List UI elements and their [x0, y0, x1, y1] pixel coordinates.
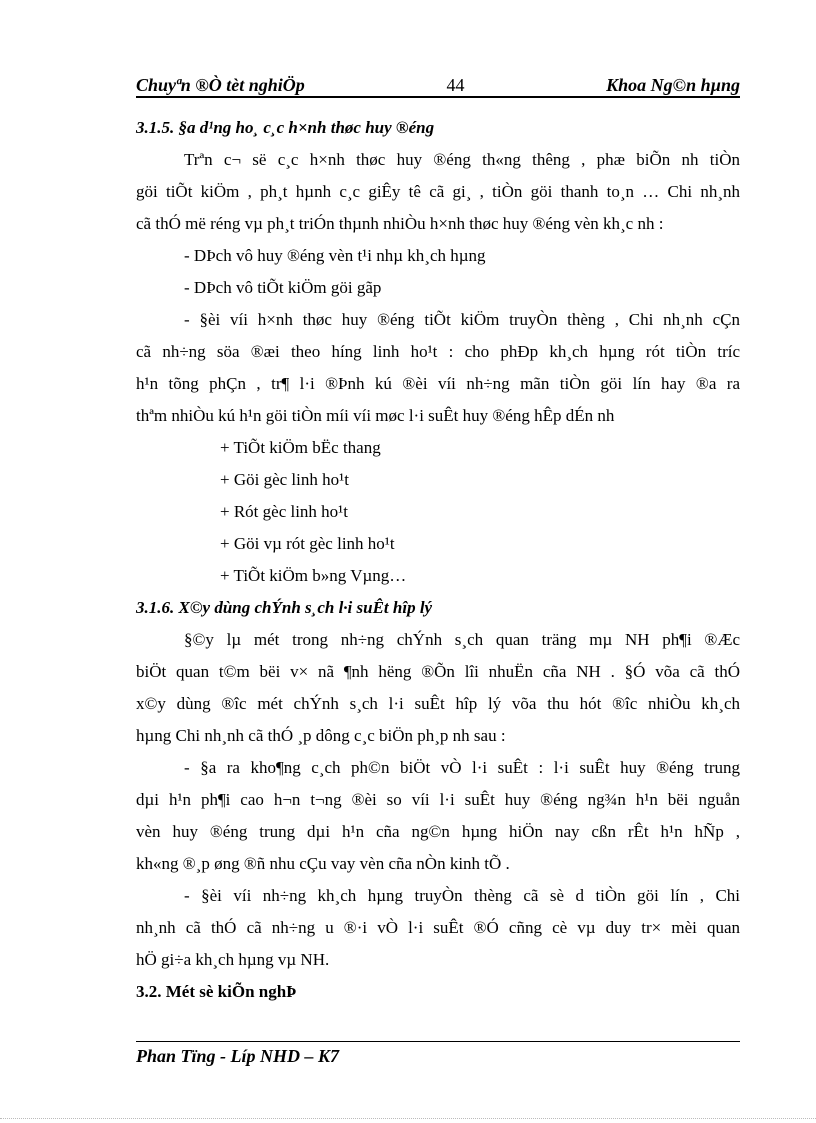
text-line: cã thÓ më réng vµ ph¸t triÓn thµnh nhiÒu h×nh thøc huy ®éng vèn kh¸c nh :: [136, 214, 664, 233]
text-line: kh«ng ®¸p øng ®ñ nhu cÇu vay vèn cña nÒn kinh tÕ .: [136, 854, 510, 873]
text-line: - §èi víi nh÷ng kh¸ch hµng truyÒn thèng cã sè d tiÒn göi lín , Chi: [184, 886, 740, 905]
paragraph-3-1-6-loyal-customers: [136, 880, 740, 976]
page-body: [136, 112, 740, 1008]
text-line: h¹n tõng phÇn , tr¶ l·i ®Þnh kú ®èi víi nh÷ng mãn tiÒn göi lín hay ®a ra: [136, 374, 740, 393]
plus-item: + Göi gèc linh ho¹t: [220, 470, 349, 489]
plus-item: + TiÕt kiÖm bËc thang: [220, 438, 381, 457]
header-page-number: 44: [446, 75, 465, 95]
text-line: thªm nhiÒu kú h¹n göi tiÒn míi víi møc l·i suÊt huy ®éng hÊp dÉn nh: [136, 406, 615, 425]
paragraph-3-1-5-savings: [136, 304, 740, 432]
text-line: Trªn c¬ së c¸c h×nh thøc huy ®éng th«ng thêng , phæ biÕn nh tiÒn: [184, 150, 740, 169]
section-title-3-1-6: 3.1.6. X©y dùng chÝnh s¸ch l·i suÊt hîp lý: [136, 598, 433, 617]
text-line: biÖt quan t©m bëi v× nã ¶nh hëng ®Õn lîi nhuËn cña NH . §Ó võa cã thÓ: [136, 662, 740, 681]
page-bottom-edge: [0, 1118, 816, 1119]
text-line: x©y dùng ®îc mét chÝnh s¸ch l·i suÊt hîp lý võa thu hót ®îc nhiÒu kh¸ch: [136, 694, 740, 713]
page-header: [136, 72, 740, 98]
section-title-3-2: 3.2. Mét sè kiÕn nghÞ: [136, 982, 297, 1001]
text-line: §©y lµ mét trong nh÷ng chÝnh s¸ch quan träng mµ NH ph¶i ®Æc: [184, 630, 740, 649]
bullet-item: - DÞch vô huy ®éng vèn t¹i nhµ kh¸ch hµng: [184, 246, 486, 265]
plus-item: + TiÕt kiÖm b»ng Vµng…: [220, 566, 407, 585]
plus-item: + Rót gèc linh ho¹t: [220, 502, 349, 521]
text-line: hµng Chi nh¸nh cã thÓ ¸p dông c¸c biÖn ph¸p nh sau :: [136, 726, 506, 745]
section-title-3-1-5: 3.1.5. §a d¹ng ho¸ c¸c h×nh thøc huy ®éng: [136, 118, 435, 137]
text-line: vèn huy ®éng trung dµi h¹n cña ng©n hµng hiÖn nay cßn rÊt h¹n hÑp ,: [136, 822, 740, 841]
text-line: - §èi víi h×nh thøc huy ®éng tiÕt kiÖm truyÒn thèng , Chi nh¸nh cÇn: [184, 310, 740, 329]
paragraph-3-1-6-rates: [136, 752, 740, 880]
footer-author: Phan Tïng - Líp NHD – K7: [136, 1046, 340, 1066]
bullet-item: - DÞch vô tiÕt kiÖm göi gãp: [184, 278, 382, 297]
page-footer: [136, 1041, 740, 1067]
paragraph-3-1-5-intro: [136, 144, 740, 240]
text-line: dµi h¹n ph¶i cao h¬n t¬ng ®èi so víi l·i suÊt huy ®éng ng¾n h¹n bëi nguån: [136, 790, 740, 809]
plus-item: + Göi vµ rót gèc linh ho¹t: [220, 534, 395, 553]
text-line: nh¸nh cã thÓ cã nh÷ng u ®·i vÒ l·i suÊt ®Ó cñng cè vµ duy tr× mèi quan: [136, 918, 740, 937]
text-line: - §a ra kho¶ng c¸ch ph©n biÖt vÒ l·i suÊt : l·i suÊt huy ®éng trung: [184, 758, 740, 777]
text-line: göi tiÕt kiÖm , ph¸t hµnh c¸c giÊy tê cã gi¸ , tiÒn göi thanh to¸n … Chi nh¸nh: [136, 182, 740, 201]
header-faculty: Khoa Ng©n hµng: [606, 75, 740, 95]
text-line: hÖ gi÷a kh¸ch hµng vµ NH.: [136, 950, 330, 969]
paragraph-3-1-6-intro: [136, 624, 740, 752]
text-line: cã nh÷ng söa ®æi theo híng linh ho¹t : cho phÐp kh¸ch hµng rót tiÒn tríc: [136, 342, 740, 361]
header-document-title: Chuyªn ®Ò tèt nghiÖp: [136, 75, 305, 95]
